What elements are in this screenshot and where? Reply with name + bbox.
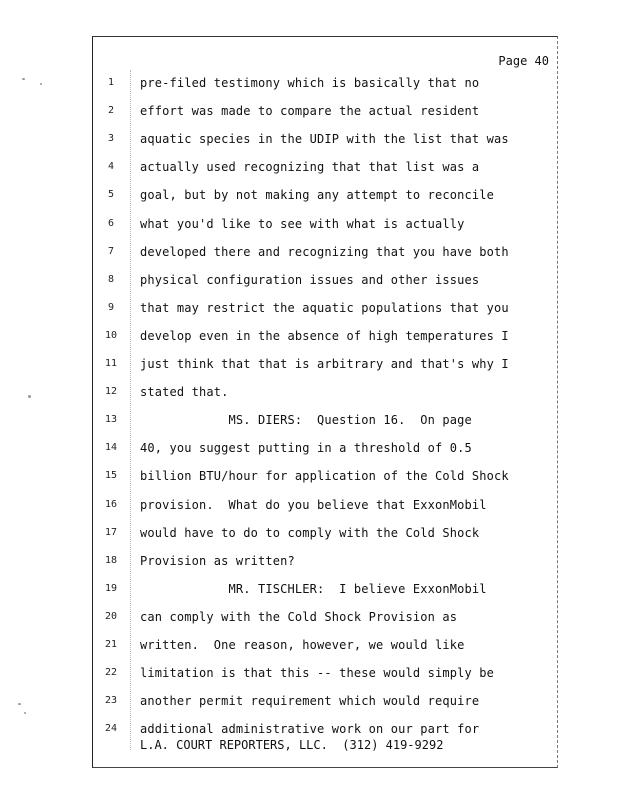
line-number: 23 [104,695,118,706]
transcript-line: additional administrative work on our part for [140,722,480,736]
page-number: Page 40 [498,54,549,68]
line-number: 21 [104,639,118,650]
transcript-line: provision. What do you believe that ExxonMobil [140,498,487,512]
transcript-line: Provision as written? [140,554,295,568]
line-number: 1 [107,77,115,88]
transcript-line: aquatic species in the UDIP with the list that was [140,132,509,146]
line-number: 17 [104,527,118,538]
transcript-line: develop even in the absence of high temperatures I [140,329,509,343]
transcript-line: stated that. [140,385,229,399]
line-number: 15 [104,470,118,481]
transcript-line: would have to do to comply with the Cold Shock [140,526,480,540]
scan-speck [18,703,21,705]
line-number: 18 [104,555,118,566]
transcript-line: what you'd like to see with what is actually [140,217,465,231]
scan-speck [40,83,42,85]
transcript-line: physical configuration issues and other issues [140,273,480,287]
transcript-line: effort was made to compare the actual resident [140,104,480,118]
transcript-line: that may restrict the aquatic populations that you [140,301,509,315]
transcript-line: can comply with the Cold Shock Provision as [140,610,458,624]
transcript-line: MS. DIERS: Question 16. On page [140,413,472,427]
transcript-line: goal, but by not making any attempt to reconcile [140,188,494,202]
transcript-line: limitation is that this -- these would simply be [140,666,494,680]
transcript-line: another permit requirement which would require [140,694,480,708]
line-number: 6 [107,218,115,229]
transcript-line: 40, you suggest putting in a threshold of 0.5 [140,441,472,455]
transcript-line: actually used recognizing that that list was a [140,160,480,174]
scan-speck [28,395,31,398]
transcript-line: just think that that is arbitrary and that's why I [140,357,509,371]
line-number: 24 [104,723,118,734]
transcript-line: pre-filed testimony which is basically that no [140,76,480,90]
line-number: 13 [104,414,118,425]
line-number: 7 [107,246,115,257]
line-number: 2 [107,105,115,116]
line-number: 5 [107,189,115,200]
court-reporter-footer: L.A. COURT REPORTERS, LLC. (312) 419-9292 [140,738,444,752]
line-number: 10 [104,330,118,341]
transcript-line: developed there and recognizing that you have both [140,245,509,259]
transcript-line: MR. TISCHLER: I believe ExxonMobil [140,582,487,596]
scan-speck [24,712,26,714]
line-number: 11 [104,358,118,369]
line-number: 22 [104,667,118,678]
scan-speck [22,78,25,80]
line-number-margin-rule [130,70,132,750]
line-number: 16 [104,499,118,510]
line-number: 4 [107,161,115,172]
transcript-line: billion BTU/hour for application of the Cold Shock [140,469,509,483]
transcript-line: written. One reason, however, we would like [140,638,465,652]
line-number: 9 [107,302,115,313]
line-number: 8 [107,274,115,285]
line-number: 12 [104,386,118,397]
line-number: 20 [104,611,118,622]
line-number: 14 [104,442,118,453]
line-number: 3 [107,133,115,144]
line-number: 19 [104,583,118,594]
